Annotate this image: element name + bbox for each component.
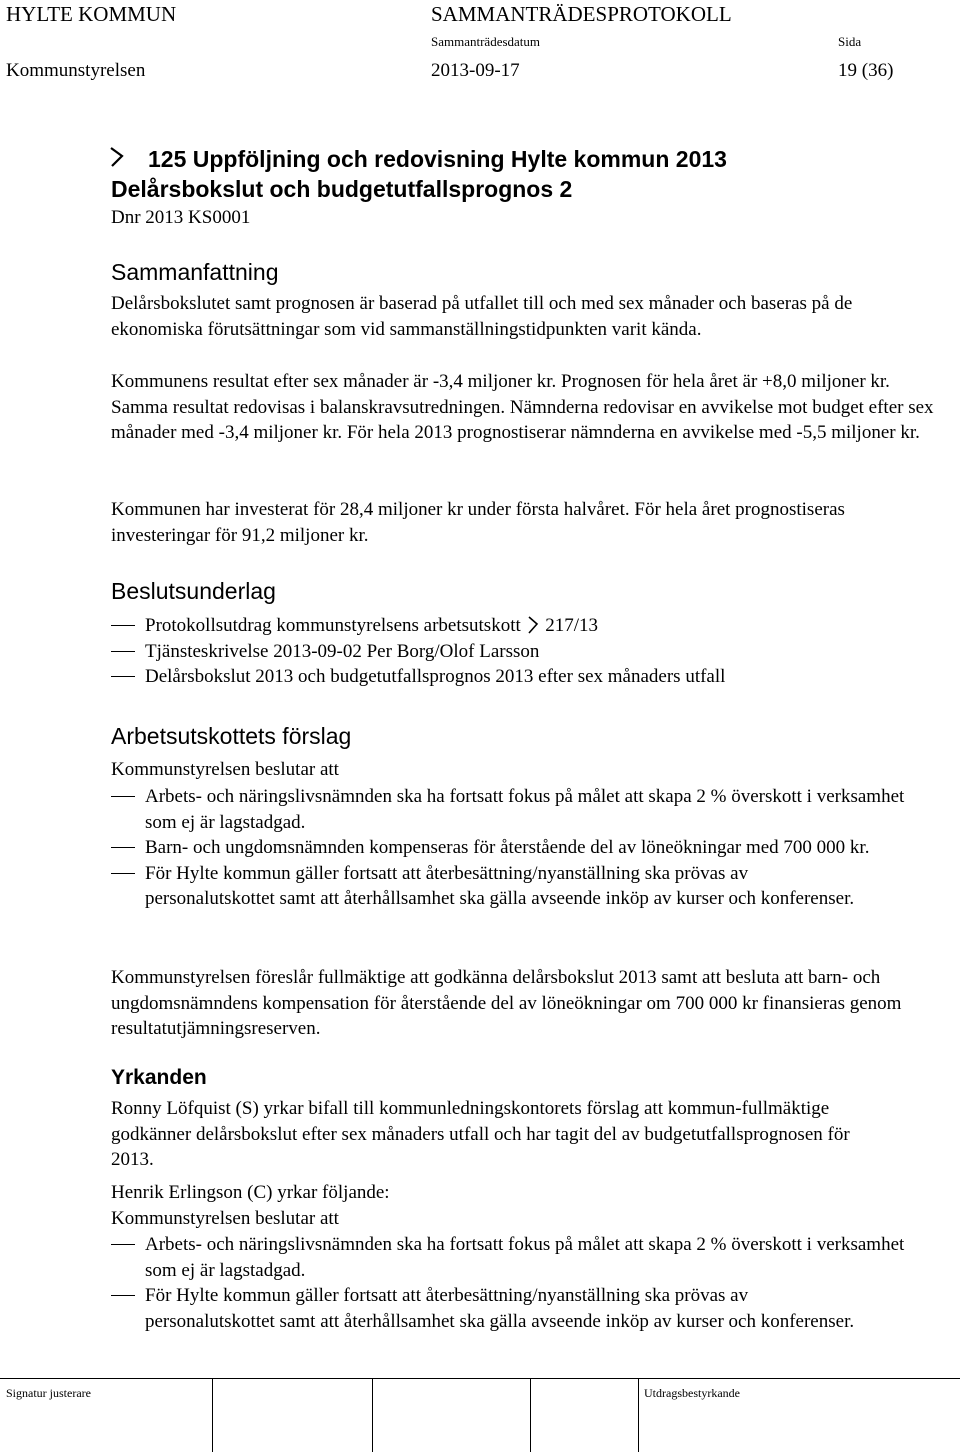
list-item: Tjänsteskrivelse 2013-09-02 Per Borg/Olof Larsson — [111, 639, 941, 665]
meeting-date: 2013-09-17 — [431, 60, 520, 81]
summary-heading: Sammanfattning — [111, 259, 279, 285]
item-title-line1: 125 Uppföljning och redovisning Hylte kommun 2013 — [148, 146, 727, 172]
signature-box-divider — [638, 1378, 639, 1452]
summary-paragraph-3: Kommunen har investerat för 28,4 miljoner kr under första halvåret. För hela året prognostiseras investeringar för 91,2 miljoner kr. — [111, 499, 845, 546]
basis-list — [111, 613, 941, 690]
org-name: HYLTE KOMMUN — [6, 2, 177, 26]
doc-type: SAMMANTRÄDESPROTOKOLL — [431, 2, 732, 26]
body-name: Kommunstyrelsen — [6, 60, 146, 81]
claims-paragraph-1: Ronny Löfquist (S) yrkar bifall till kommunledningskontorets förslag att kommun-fullmäktige godkänner delårsbokslut efter sex månaders utfall och har tagit del av budgetutfallsprognosen för 2013. — [111, 1098, 850, 1170]
list-item: För Hylte kommun gäller fortsatt att återbesättning/nyanställning ska prövas av personalutskottet samt att återhållsamhet ska gälla avseende inköp av kurser och konferenser. — [111, 1283, 941, 1334]
item-title-line2: Delårsbokslut och budgetutfallsprognos 2 — [111, 176, 573, 202]
summary-paragraph-1: Delårsbokslutet samt prognosen är baserad på utfallet till och med sex månader och baseras på de ekonomiska förutsättningar som vid sammanställningstidpunkten varit kända. — [111, 293, 853, 340]
signature-label: Signatur justerare — [6, 1386, 91, 1400]
paragraph-mark-icon — [110, 147, 124, 167]
proposal-closing: Kommunstyrelsen föreslår fullmäktige att godkänna delårsbokslut 2013 samt att besluta att barn- och ungdomsnämndens kompensation för återstående del av löneökningar om 700 000 kr finansieras genom resultatutjämningsreserven. — [111, 967, 902, 1039]
basis-heading: Beslutsunderlag — [111, 578, 276, 604]
page-number: 19 (36) — [838, 60, 894, 81]
proposal-list — [111, 784, 941, 912]
list-item: Arbets- och näringslivsnämnden ska ha fortsatt fokus på målet att skapa 2 % överskott i verksamhet som ej är lagstadgad. — [111, 784, 941, 835]
page-label: Sida — [838, 34, 862, 49]
signature-box-divider — [212, 1378, 213, 1452]
registration-number: Dnr 2013 KS0001 — [111, 207, 251, 228]
signature-box-divider — [372, 1378, 373, 1452]
list-item: Protokollsutdrag kommunstyrelsens arbetsutskott 217/13 — [111, 613, 941, 639]
excerpt-label: Utdragsbestyrkande — [644, 1386, 740, 1400]
proposal-heading: Arbetsutskottets förslag — [111, 723, 352, 749]
claims-heading: Yrkanden — [111, 1066, 207, 1089]
paragraph-mark-icon — [528, 616, 539, 634]
list-item: Delårsbokslut 2013 och budgetutfallsprognos 2013 efter sex månaders utfall — [111, 664, 941, 690]
date-label: Sammanträdesdatum — [431, 34, 541, 49]
list-item: Barn- och ungdomsnämnden kompenseras för återstående del av löneökningar med 700 000 kr. — [111, 835, 941, 861]
list-item: Arbets- och näringslivsnämnden ska ha fortsatt fokus på målet att skapa 2 % överskott i verksamhet som ej är lagstadgad. — [111, 1232, 941, 1283]
list-item: För Hylte kommun gäller fortsatt att återbesättning/nyanställning ska prövas av personalutskottet samt att återhållsamhet ska gälla avseende inköp av kurser och konferenser. — [111, 861, 941, 912]
claims-paragraph-2: Henrik Erlingson (C) yrkar följande: Kommunstyrelsen beslutar att — [111, 1182, 390, 1229]
signature-box-divider — [530, 1378, 531, 1452]
signature-footer — [0, 1378, 960, 1454]
claims-list — [111, 1232, 941, 1334]
proposal-intro: Kommunstyrelsen beslutar att — [111, 759, 339, 780]
summary-paragraph-2: Kommunens resultat efter sex månader är -3,4 miljoner kr. Prognosen för hela året är +8,0 miljoner kr. Samma resultat redovisas i balanskravsutredningen. Nämnderna redovisar en avvikelse mot budget efter sex månader med -3,4 miljoner kr. För hela 2013 prognostiserar nämnderna en avvikelse med -5,5 miljoner kr. — [111, 371, 934, 443]
